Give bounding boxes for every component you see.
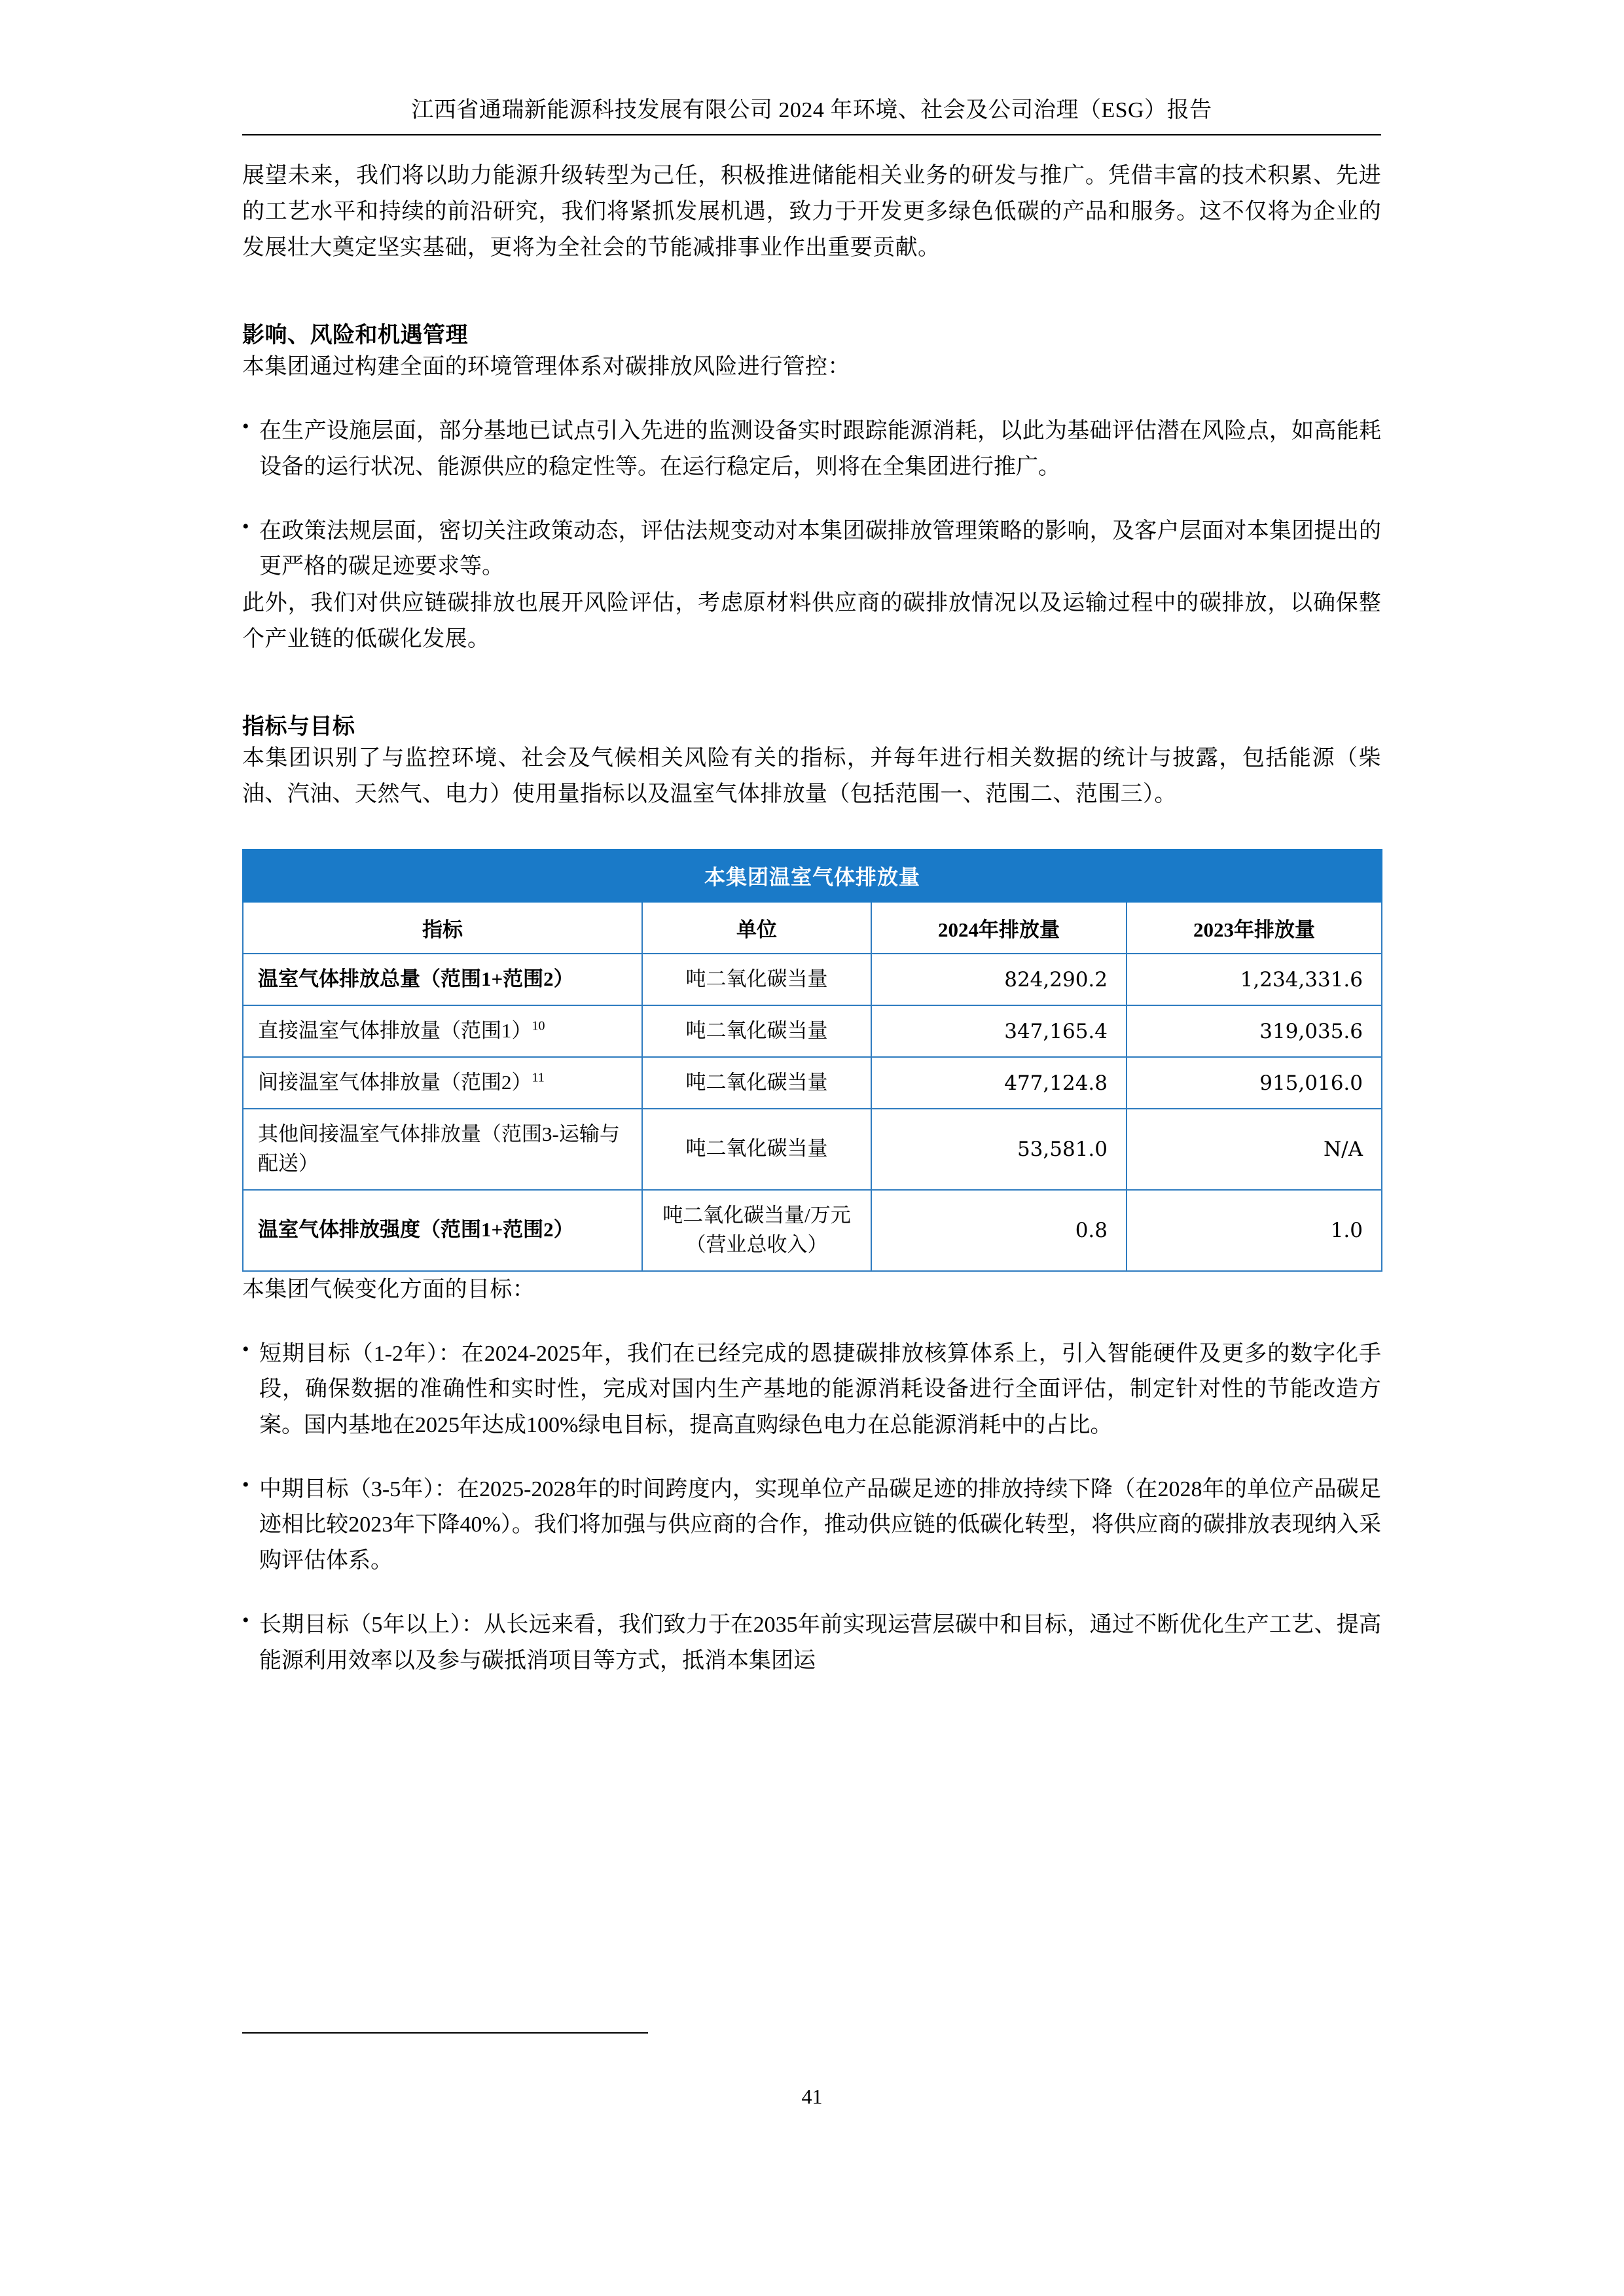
column-header-2024: 2024年排放量: [871, 902, 1127, 954]
list-item-text: • 在政策法规层面，密切关注政策动态，评估法规变动对本集团碳排放管理策略的影响，及客户层面对本集团提出的更严格的碳足迹要求等。: [259, 519, 1381, 579]
list-item-text: • 在生产设施层面，部分基地已试点引入先进的监测设备实时跟踪能源消耗，以此为基础评估潜在风险点，如高能耗设备的运行状况、能源供应的稳定性等。在运行稳定后，则将在全集团进行推广。: [259, 419, 1381, 479]
list-item: [242, 1472, 1381, 1579]
list-item: [242, 514, 1381, 585]
column-header-indicator: 指标: [243, 902, 642, 954]
cell-value-2024: 53,581.0: [871, 1109, 1127, 1190]
cell-indicator: 温室气体排放总量（范围1+范围2）: [243, 954, 642, 1005]
cell-indicator-text: 直接温室气体排放量（范围1）: [258, 1019, 532, 1043]
list-item: [242, 1607, 1381, 1679]
list-item-text: • 中期目标（3-5年）：在2025-2028年的时间跨度内，实现单位产品碳足迹的排放持续下降（在2028年的单位产品碳足迹相比较2023年下降40%）。我们将加强与供应商的合作，推动供应链的低碳化转型，将供应商的碳排放表现纳入采购评估体系。: [259, 1477, 1381, 1573]
cell-unit: 吨二氧化碳当量: [642, 954, 871, 1005]
section-title-risk: 影响、风险和机遇管理: [242, 323, 468, 348]
cell-value-2023: 915,016.0: [1127, 1057, 1382, 1109]
table-row: [243, 1109, 1382, 1190]
list-item: [242, 414, 1381, 485]
cell-value-2023: N/A: [1127, 1109, 1382, 1190]
column-header-unit: 单位: [642, 902, 871, 954]
section-title-metrics: 指标与目标: [242, 715, 355, 740]
footnote-marker: 11: [532, 1070, 545, 1085]
cell-unit: 吨二氧化碳当量: [642, 1109, 871, 1190]
list-item: [242, 1336, 1381, 1443]
page-header: [242, 0, 1381, 135]
table-caption: 本集团温室气体排放量: [243, 850, 1382, 902]
cell-unit: 吨二氧化碳当量: [642, 1057, 871, 1109]
cell-unit: 吨二氧化碳当量/万元（营业总收入）: [642, 1190, 871, 1271]
page-content: [242, 0, 1381, 1679]
page-header-title: 江西省通瑞新能源科技发展有限公司 2024 年环境、社会及公司治理（ESG）报告: [411, 98, 1212, 122]
table-row: [243, 1005, 1382, 1057]
footnote-separator: [242, 2032, 648, 2034]
cell-value-2023: 319,035.6: [1127, 1005, 1382, 1057]
ghg-emissions-table: [242, 849, 1382, 1272]
cell-indicator: 其他间接温室气体排放量（范围3-运输与配送）: [243, 1109, 642, 1190]
table-row: [243, 1057, 1382, 1109]
cell-value-2023: 1.0: [1127, 1190, 1382, 1271]
table-row: [243, 954, 1382, 1005]
table-header-row: [243, 902, 1382, 954]
cell-value-2024: 824,290.2: [871, 954, 1127, 1005]
goals-lead-paragraph: 本集团气候变化方面的目标：: [242, 1277, 535, 1302]
risk-bullet-list: [242, 414, 1381, 585]
cell-indicator-text: 间接温室气体排放量（范围2）: [258, 1071, 532, 1094]
cell-value-2024: 477,124.8: [871, 1057, 1127, 1109]
table-row: [243, 1190, 1382, 1271]
header-divider: [242, 134, 1381, 135]
cell-unit: 吨二氧化碳当量: [642, 1005, 871, 1057]
risk-closing-paragraph: 此外，我们对供应链碳排放也展开风险评估，考虑原材料供应商的碳排放情况以及运输过程中的碳排放，以确保整个产业链的低碳化发展。: [242, 590, 1381, 651]
table-caption-row: [243, 850, 1382, 902]
list-item-text: • 长期目标（5年以上）：从长远来看，我们致力于在2035年前实现运营层碳中和目标，通过不断优化生产工艺、提高能源利用效率以及参与碳抵消项目等方式，抵消本集团运: [259, 1613, 1381, 1673]
cell-value-2024: 0.8: [871, 1190, 1127, 1271]
goals-bullet-list: [242, 1336, 1381, 1679]
list-item-text: • 短期目标（1-2年）：在2024-2025年，我们在已经完成的恩捷碳排放核算体系上，引入智能硬件及更多的数字化手段，确保数据的准确性和实时性，完成对国内生产基地的能源消耗设备进行全面评估，制定针对性的节能改造方案。国内基地在2025年达成100%绿电目标，提高直购绿色电力在总能源消耗中的占比。: [259, 1341, 1381, 1437]
intro-paragraph: 展望未来，我们将以助力能源升级转型为己任，积极推进储能相关业务的研发与推广。凭借丰富的技术积累、先进的工艺水平和持续的前沿研究，我们将紧抓发展机遇，致力于开发更多绿色低碳的产品和服务。这不仅将为企业的发展壮大奠定坚实基础，更将为全社会的节能减排事业作出重要贡献。: [242, 164, 1381, 260]
footnote-marker: 10: [532, 1018, 545, 1033]
risk-lead-paragraph: 本集团通过构建全面的环境管理体系对碳排放风险进行管控：: [242, 355, 850, 380]
cell-indicator: [243, 1057, 642, 1109]
metrics-lead-paragraph: 本集团识别了与监控环境、社会及气候相关风险有关的指标，并每年进行相关数据的统计与披露，包括能源（柴油、汽油、天然气、电力）使用量指标以及温室气体排放量（包括范围一、范围二、范围三）。: [242, 746, 1381, 807]
cell-value-2024: 347,165.4: [871, 1005, 1127, 1057]
cell-indicator: [243, 1005, 642, 1057]
page-number: 41: [801, 2085, 823, 2108]
column-header-2023: 2023年排放量: [1127, 902, 1382, 954]
cell-indicator: 温室气体排放强度（范围1+范围2）: [243, 1190, 642, 1271]
cell-value-2023: 1,234,331.6: [1127, 954, 1382, 1005]
